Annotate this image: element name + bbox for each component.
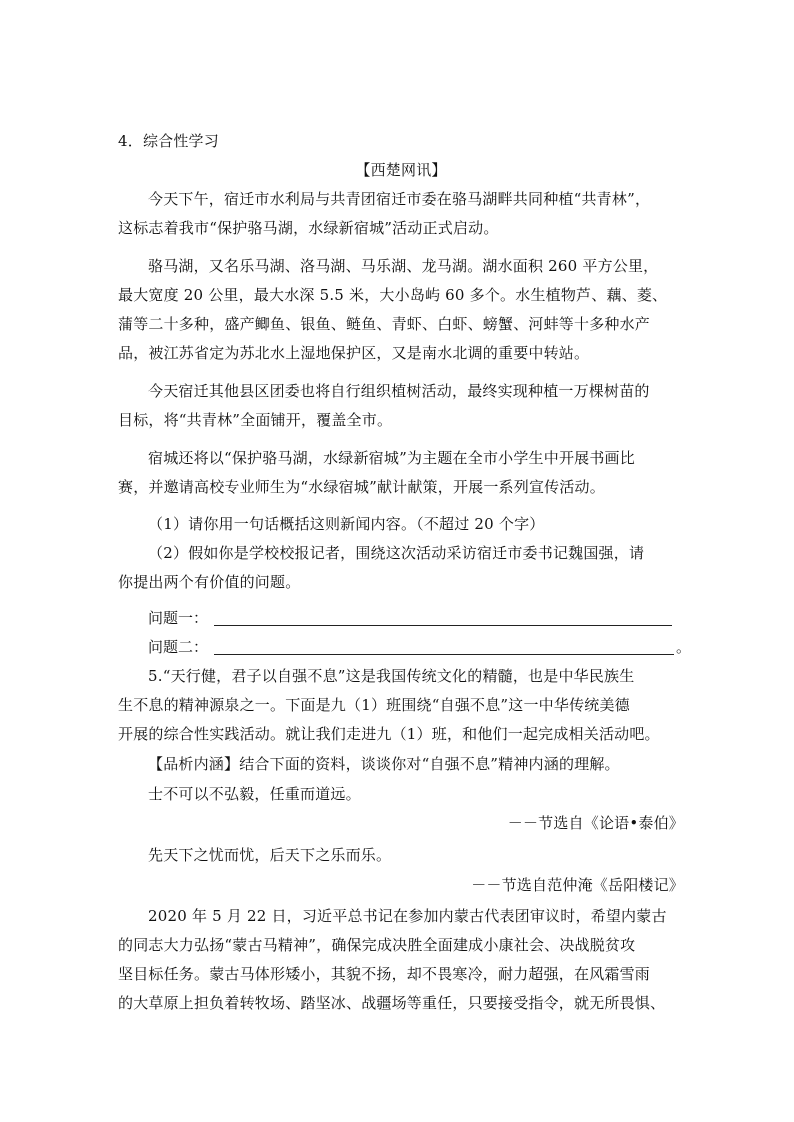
quote-1-source: －－节选自《论语•泰伯》: [507, 814, 684, 832]
passage-line-4: 的大草原上担负着转牧场、踏坚冰、战疆场等重任，只要接受指令，就无所畏惧、: [118, 994, 666, 1012]
news-paragraph-1-line-1: 今天下午，宿迁市水利局与共青团宿迁市委在骆马湖畔共同种植“共青林”，: [148, 190, 651, 208]
question-5-intro-line-2: 生不息的精神源泉之一。下面是九（1）班围绕“自强不息”这一中华传统美德: [118, 696, 630, 714]
news-paragraph-1-line-2: 这标志着我市“保护骆马湖，水绿新宿城”活动正式启动。: [118, 219, 499, 237]
passage-line-3: 坚目标任务。蒙古马体形矮小，其貌不扬，却不畏寒冷，耐力超强，在风霜雪雨: [118, 965, 651, 983]
news-paragraph-2-line-2: 最大宽度 20 公里，最大水深 5.5 米，大小岛屿 60 多个。水生植物芦、藕、菱、: [118, 286, 668, 304]
answer-2-blank[interactable]: [214, 654, 674, 655]
news-paragraph-4-line-1: 宿城还将以“保护骆马湖，水绿新宿城”为主题在全市小学生中开展书画比: [148, 449, 635, 467]
sub-question-1: （1）请你用一句话概括这则新闻内容。（不超过 20 个字）: [148, 515, 545, 533]
answer-row-1: [148, 608, 678, 628]
news-paragraph-2-line-4: 品，被江苏省定为苏北水上湿地保护区，又是南水北调的重要中转站。: [118, 344, 590, 362]
passage-line-2: 的同志大力弘扬“蒙古马精神”，确保完成决胜全面建成小康社会、决战脱贫攻: [118, 936, 636, 954]
news-section-title: 【西楚网讯】: [355, 161, 447, 179]
sub-question-2-line-1: （2）假如你是学校校报记者，围绕这次活动采访宿迁市委书记魏国强，请: [148, 544, 645, 562]
question-4-title: 4．综合性学习: [118, 132, 219, 150]
answer-1-label: 问题一：: [148, 609, 209, 627]
passage-line-1: 2020 年 5 月 22 日，习近平总书记在参加内蒙古代表团审议时，希望内蒙古: [148, 907, 667, 925]
sub-question-2-line-2: 你提出两个有价值的问题。: [118, 573, 301, 591]
quote-2-source: －－节选自范仲淹《岳阳楼记》: [471, 876, 684, 894]
news-paragraph-3-line-2: 目标，将“共青林”全面铺开，覆盖全市。: [118, 411, 393, 429]
news-paragraph-4-line-2: 赛，并邀请高校专业师生为“水绿宿城”献计献策，开展一系列宣传活动。: [118, 478, 605, 496]
question-5-intro-line-3: 开展的综合性实践活动。就让我们走进九（1）班，和他们一起完成相关活动吧。: [118, 725, 660, 743]
quote-2: 先天下之忧而忧，后天下之乐而乐。: [148, 846, 392, 864]
answer-2-label: 问题二：: [148, 638, 209, 656]
question-5-intro-line-1: 5.“天行健，君子以自强不息”这是我国传统文化的精髓，也是中华民族生: [148, 667, 635, 685]
news-paragraph-2-line-1: 骆马湖，又名乐马湖、洛马湖、马乐湖、龙马湖。湖水面积 260 平方公里，: [148, 257, 659, 275]
news-paragraph-3-line-1: 今天宿迁其他县区团委也将自行组织植树活动，最终实现种植一万棵树苗的: [148, 382, 650, 400]
news-paragraph-2-line-3: 蒲等二十多种，盛产鲫鱼、银鱼、鲢鱼、青虾、白虾、螃蟹、河蚌等十多种水产: [118, 315, 651, 333]
answer-row-2: [148, 637, 692, 657]
question-5-task: 【品析内涵】结合下面的资料，谈谈你对“自强不息”精神内涵的理解。: [148, 755, 620, 773]
quote-1: 士不可以不弘毅，任重而道远。: [148, 785, 361, 803]
answer-1-blank[interactable]: [214, 625, 672, 626]
answer-2-period: 。: [676, 638, 692, 656]
